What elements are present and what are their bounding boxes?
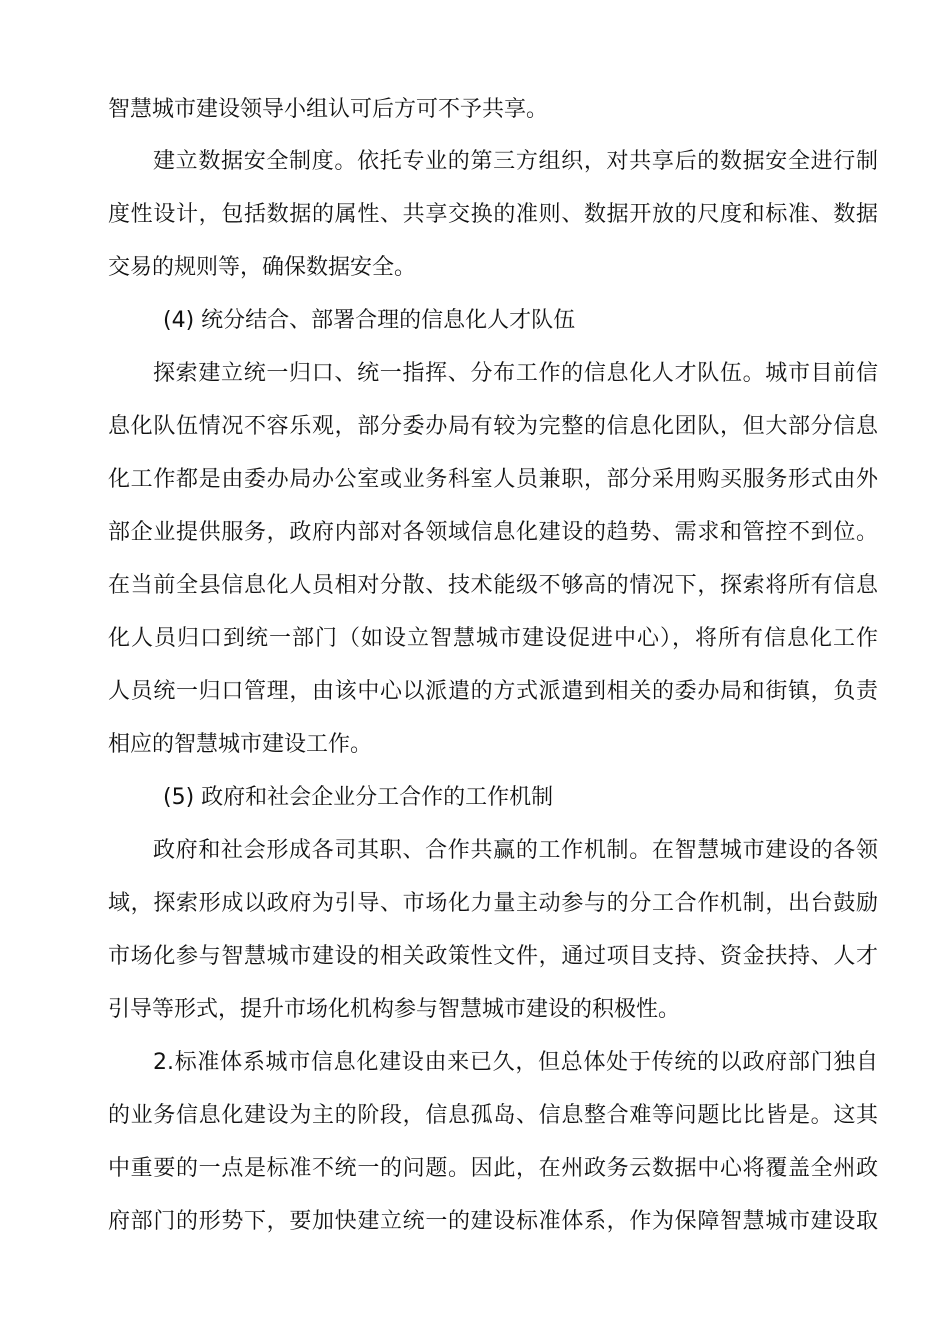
subheading: (4) 统分结合、部署合理的信息化人才队伍 bbox=[163, 308, 576, 333]
text-line: 在当前全县信息化人员相对分散、技术能级不够高的情况下，探索将所有信息 bbox=[108, 573, 878, 598]
text-line: 智慧城市建设领导小组认可后方可不予共享。 bbox=[108, 97, 549, 122]
text-line: 政府和社会形成各司其职、合作共赢的工作机制。在智慧城市建设的各领 bbox=[153, 838, 878, 863]
text-line: 引导等形式，提升市场化机构参与智慧城市建设的积极性。 bbox=[108, 997, 681, 1022]
text-line: 部企业提供服务，政府内部对各领域信息化建设的趋势、需求和管控不到位。 bbox=[108, 520, 878, 545]
text-line: 的业务信息化建设为主的阶段，信息孤岛、信息整合难等问题比比皆是。这其 bbox=[108, 1103, 878, 1128]
text-line: 交易的规则等，确保数据安全。 bbox=[108, 255, 417, 280]
text-line: 相应的智慧城市建设工作。 bbox=[108, 732, 373, 757]
text-line: 化人员归口到统一部门（如设立智慧城市建设促进中心），将所有信息化工作 bbox=[108, 626, 878, 651]
text-line: 2.标准体系城市信息化建设由来已久，但总体处于传统的以政府部门独自 bbox=[153, 1050, 878, 1075]
subheading: (5) 政府和社会企业分工合作的工作机制 bbox=[163, 785, 554, 810]
text-line: 度性设计，包括数据的属性、共享交换的准则、数据开放的尺度和标准、数据 bbox=[108, 202, 878, 227]
text-line: 域，探索形成以政府为引导、市场化力量主动参与的分工合作机制，出台鼓励 bbox=[108, 891, 878, 916]
text-line: 市场化参与智慧城市建设的相关政策性文件，通过项目支持、资金扶持、人才 bbox=[108, 944, 878, 969]
text-line: 化工作都是由委办局办公室或业务科室人员兼职，部分采用购买服务形式由外 bbox=[108, 467, 878, 492]
text-line: 探索建立统一归口、统一指挥、分布工作的信息化人才队伍。城市目前信 bbox=[153, 361, 878, 386]
text-line: 息化队伍情况不容乐观，部分委办局有较为完整的信息化团队，但大部分信息 bbox=[108, 414, 878, 439]
text-line: 中重要的一点是标准不统一的问题。因此，在州政务云数据中心将覆盖全州政 bbox=[108, 1156, 878, 1181]
text-line: 府部门的形势下，要加快建立统一的建设标准体系，作为保障智慧城市建设取 bbox=[108, 1209, 878, 1234]
text-line: 建立数据安全制度。依托专业的第三方组织，对共享后的数据安全进行制 bbox=[153, 149, 878, 174]
text-line: 人员统一归口管理，由该中心以派遣的方式派遣到相关的委办局和街镇，负责 bbox=[108, 679, 878, 704]
